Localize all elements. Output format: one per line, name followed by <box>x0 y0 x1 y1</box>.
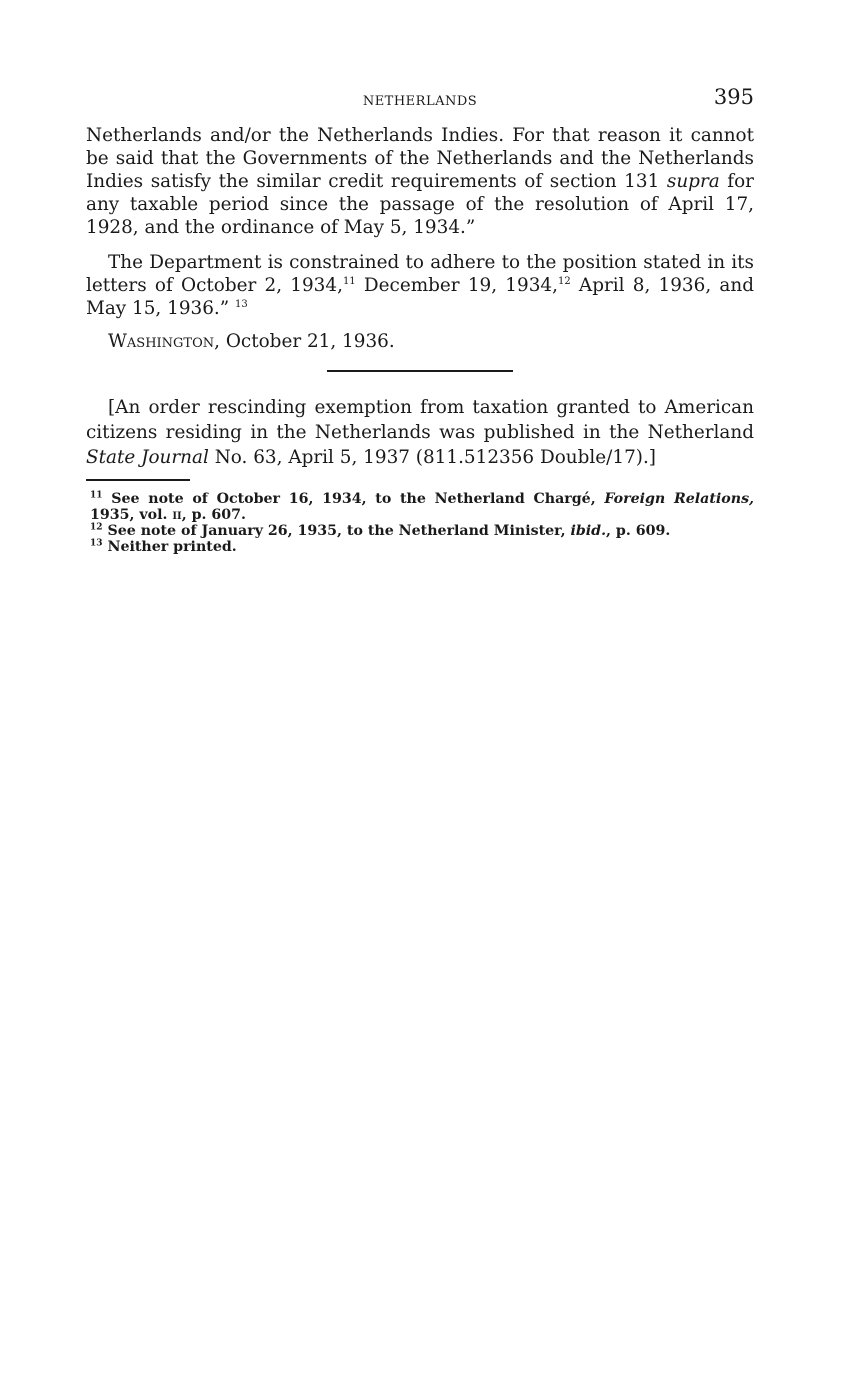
italic-text: supra <box>666 171 720 192</box>
footnote-text: 1935, vol. <box>90 507 173 523</box>
paragraph-text: December 19, 1934, <box>355 275 558 296</box>
dateline-date: , October 21, 1936. <box>214 331 395 352</box>
paragraph-continued <box>86 124 754 239</box>
footnote-number: 12 <box>90 522 103 533</box>
footnote-11 <box>86 491 754 523</box>
footnote-ref-12: 12 <box>557 275 571 287</box>
footnote-rule <box>86 479 190 481</box>
footnote-ref-13: 13 <box>235 298 248 310</box>
paragraph-department-position <box>86 251 754 320</box>
footnote-13 <box>86 539 754 555</box>
paragraph-text: No. 63, April 5, 1937 (811.512356 Double/17).] <box>208 447 656 468</box>
italic-text: Foreign Relations, <box>604 491 755 507</box>
footnote-ref-11: 11 <box>342 275 356 287</box>
footnote-number: 13 <box>90 538 103 549</box>
volume-numeral: ii <box>172 507 182 523</box>
document-page <box>86 85 755 555</box>
footnote-text: , p. 607. <box>181 507 246 523</box>
footnote-number: 11 <box>90 490 103 501</box>
footnote-text: Neither printed. <box>102 539 237 555</box>
running-header <box>86 85 754 118</box>
paragraph-text: April 8, 1936, and May 15, 1936.” <box>86 275 754 319</box>
paragraph-text: for any taxable period since the passage of the resolution of April 17, 1928, and the ordinance of May 5, 1934.” <box>86 171 754 238</box>
paragraph-text: The Department is constrained to adhere to the position stated in its letters of October 2, 1934, <box>86 252 754 296</box>
footnote-12 <box>86 523 754 539</box>
footnote-text: See note of October 16, 1934, to the Netherland Chargé, <box>102 491 605 507</box>
paragraph-text: [An order rescinding exemption from taxation granted to American citizens residing in the Netherlands was published in the Netherland <box>86 397 754 443</box>
paragraph-text: Netherlands and/or the Netherlands Indies. For that reason it cannot be said that the Governments of the Netherlands and the Netherlands Indies satisfy the similar credit requirements of section 131 <box>86 125 754 192</box>
running-title: NETHERLANDS <box>362 94 478 109</box>
dateline-place: Washington <box>108 331 215 352</box>
page-number: 395 <box>713 85 754 109</box>
footnote-text: See note of January 26, 1935, to the Netherland Minister, <box>102 523 571 539</box>
section-divider <box>327 370 513 372</box>
dateline <box>108 330 754 353</box>
italic-text: State Journal <box>86 447 209 468</box>
footnote-text: , p. 609. <box>606 523 671 539</box>
footnotes <box>86 491 754 555</box>
italic-text: ibid. <box>570 523 607 539</box>
paragraph-editorial-note <box>86 395 754 470</box>
